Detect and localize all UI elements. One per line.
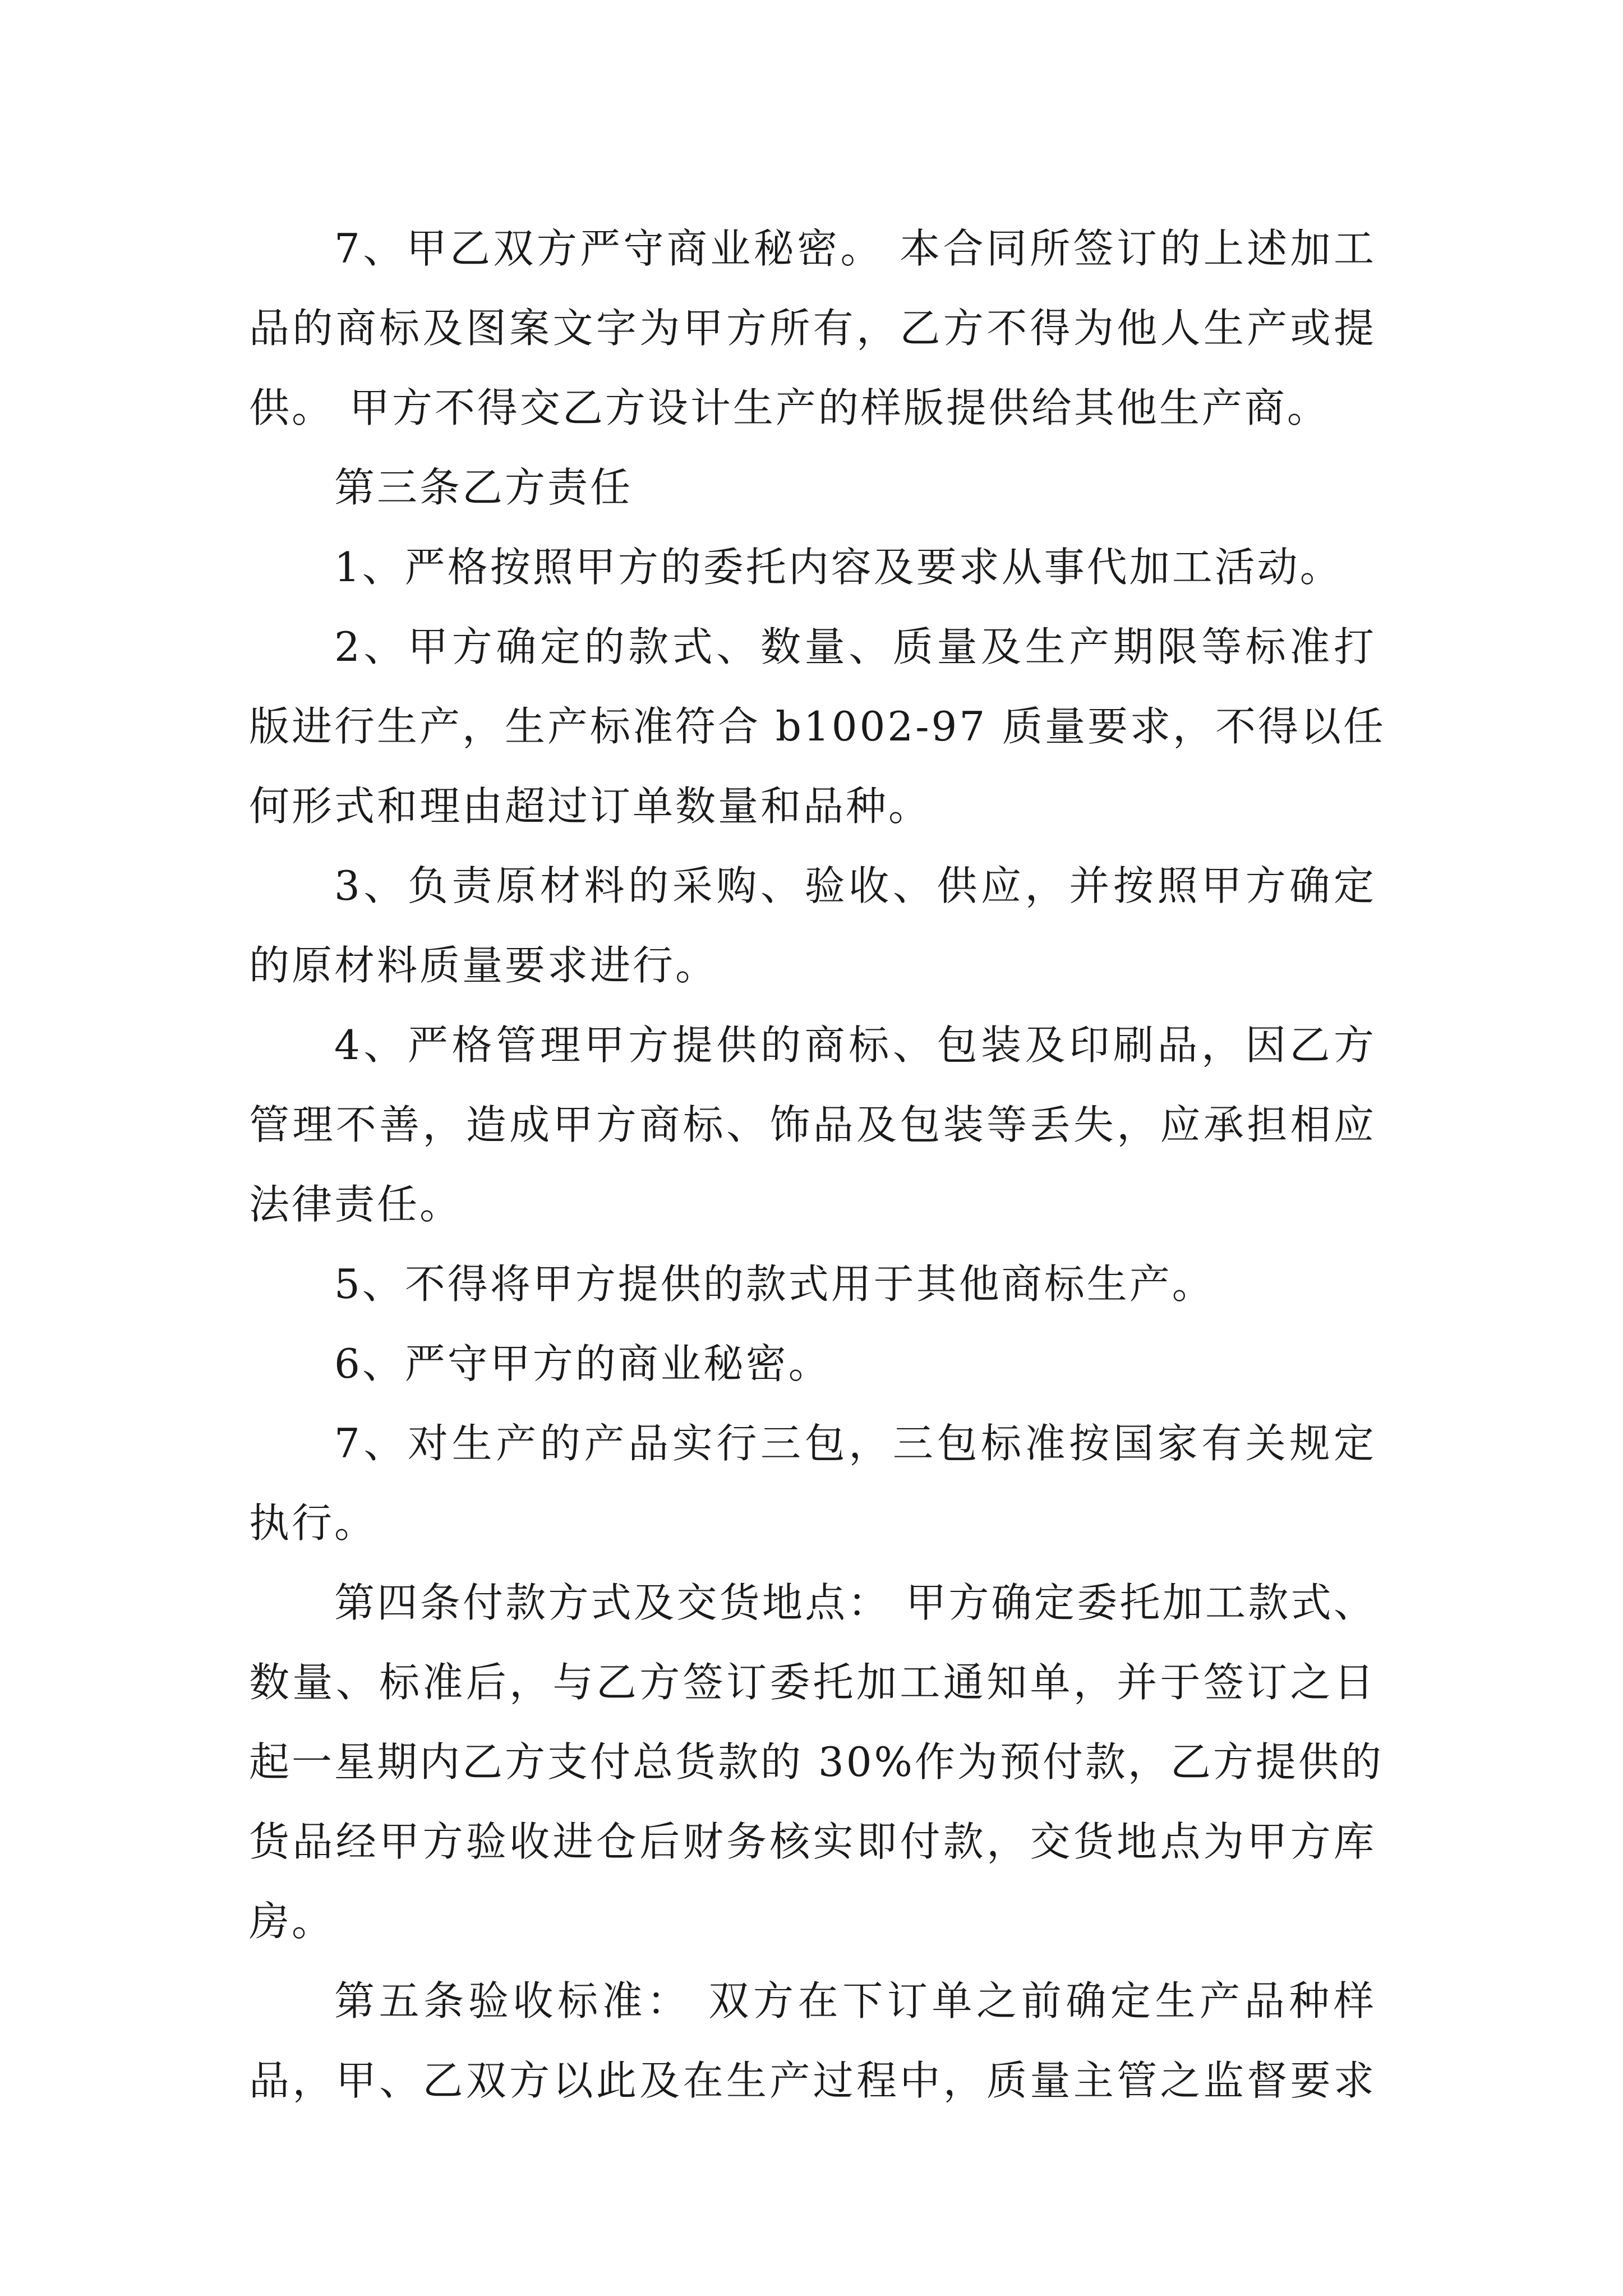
text-line: 法律责任。: [249, 1181, 463, 1228]
paragraph-item-4: [249, 1005, 1376, 1244]
text-line: 5、不得将甲方提供的款式用于其他商标生产。: [334, 1260, 1215, 1308]
text-line: 何形式和理由超过订单数量和品种。: [249, 783, 932, 830]
text-line: 货品经甲方验收进仓后财务核实即付款，交货地点为甲方库: [249, 1818, 1376, 1865]
paragraph-clause-7-confidentiality: [249, 209, 1376, 448]
paragraph-article-4-payment: [249, 1563, 1384, 1961]
paragraph-item-3: [249, 846, 1376, 1005]
text-line: 第四条付款方式及交货地点： 甲方确定委托加工款式、: [334, 1579, 1376, 1626]
paragraph-item-6: [249, 1324, 1376, 1404]
text-line: 数量、标准后，与乙方签订委托加工通知单，并于签订之日: [249, 1659, 1376, 1706]
text-line: 房。: [249, 1898, 335, 1945]
document-body: [249, 209, 1386, 2120]
text-line: 品，甲、乙双方以此及在生产过程中，质量主管之监督要求: [249, 2057, 1376, 2104]
text-line: 起一星期内乙方支付总货款的 30%作为预付款，乙方提供的: [249, 1738, 1384, 1786]
text-line: 供。 甲方不得交乙方设计生产的样版提供给其他生产商。: [249, 384, 1330, 431]
text-line: 4、严格管理甲方提供的商标、包装及印刷品，因乙方: [334, 1022, 1376, 1069]
text-line: 第五条验收标准： 双方在下订单之前确定生产品种样: [334, 1977, 1376, 2024]
text-line: 第三条乙方责任: [334, 464, 633, 511]
text-line: 的原材料质量要求进行。: [249, 942, 718, 989]
text-line: 7、甲乙双方严守商业秘密。 本合同所签订的上述加工: [334, 225, 1376, 272]
paragraph-item-7: [249, 1404, 1376, 1563]
paragraph-item-5: [249, 1244, 1376, 1324]
text-line: 2、甲方确定的款式、数量、质量及生产期限等标准打: [334, 623, 1376, 670]
paragraph-article-5-acceptance: [249, 1961, 1376, 2120]
text-line: 品的商标及图案文字为甲方所有，乙方不得为他人生产或提: [249, 305, 1376, 352]
text-line: 3、负责原材料的采购、验收、供应，并按照甲方确定: [334, 862, 1376, 909]
text-line: 6、严守甲方的商业秘密。: [334, 1340, 831, 1387]
text-line: 版进行生产，生产标准符合 b1002-97 质量要求，不得以任: [249, 703, 1386, 750]
paragraph-item-2: [249, 607, 1386, 846]
section-heading-article-3: [249, 448, 1376, 527]
text-line: 管理不善，造成甲方商标、饰品及包装等丢失，应承担相应: [249, 1101, 1376, 1148]
paragraph-item-1: [249, 527, 1376, 607]
text-line: 执行。: [249, 1499, 377, 1547]
text-line: 1、严格按照甲方的委托内容及要求从事代加工活动。: [334, 544, 1343, 591]
text-line: 7、对生产的产品实行三包，三包标准按国家有关规定: [334, 1420, 1376, 1467]
